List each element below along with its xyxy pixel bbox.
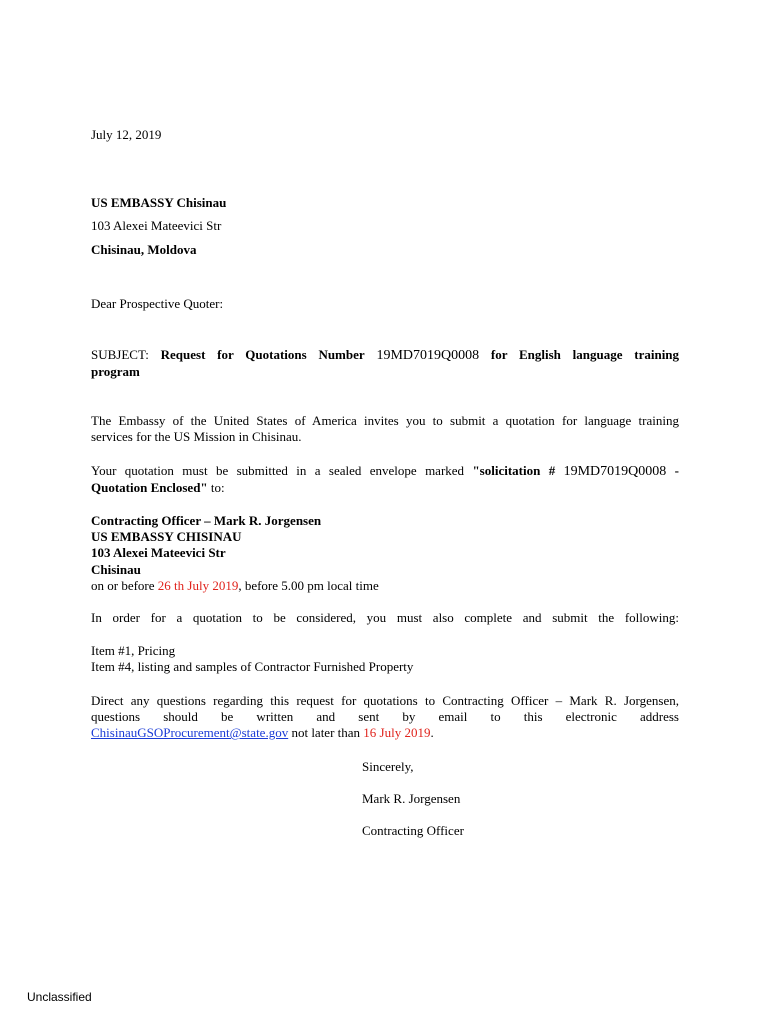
recipient-line-2: US EMBASSY CHISINAU	[91, 529, 242, 544]
subject-text-before: Request for Quotations Number	[160, 347, 365, 362]
recipient-line-1: Contracting Officer – Mark R. Jorgensen	[91, 513, 322, 528]
submission-mark-dash: -	[674, 463, 680, 478]
address-line-2: 103 Alexei Mateevici Str	[91, 218, 222, 233]
deadline-line	[91, 578, 679, 594]
letter-date: July 12, 2019	[91, 127, 162, 142]
subject-line	[91, 347, 679, 364]
recipient-line-3: 103 Alexei Mateevici Str	[91, 545, 226, 560]
address-line-1: US EMBASSY Chisinau	[91, 195, 227, 210]
subject-label: SUBJECT:	[91, 347, 149, 362]
questions-end: .	[430, 725, 434, 740]
submission-mark-number: 19MD7019Q0008	[563, 464, 667, 479]
questions-line-2: questions should be written and sent by email to this electronic address	[91, 709, 679, 724]
questions-line-1: Direct any questions regarding this request for quotations to Contracting Officer – Mark R. Jorgensen,	[91, 693, 679, 708]
procurement-email-link[interactable]: ChisinauGSOProcurement@state.gov	[91, 725, 289, 740]
salutation: Dear Prospective Quoter:	[91, 296, 224, 311]
questions-line-3	[91, 725, 679, 741]
requirement-item-2: Item #4, listing and samples of Contractor Furnished Property	[91, 659, 414, 674]
closing-title: Contracting Officer	[362, 823, 464, 838]
submission-text: Your quotation must be submitted in a sealed envelope marked	[91, 463, 465, 478]
subject-number: 19MD7019Q0008	[376, 348, 480, 363]
deadline-suffix: , before 5.00 pm local time	[238, 578, 379, 593]
deadline-date: 26 th July 2019	[157, 578, 239, 593]
requirement-item-1: Item #1, Pricing	[91, 643, 176, 658]
closing-name: Mark R. Jorgensen	[362, 791, 461, 806]
requirements-intro: In order for a quotation to be considered, you must also complete and submit the following:	[91, 610, 679, 625]
recipient-line-4: Chisinau	[91, 562, 141, 577]
subject-text-end: program	[91, 364, 140, 379]
questions-middle: not later than	[291, 725, 361, 740]
intro-line-2: services for the US Mission in Chisinau.	[91, 429, 302, 444]
classification-footer: Unclassified	[27, 990, 92, 1004]
address-line-3: Chisinau, Moldova	[91, 242, 197, 257]
intro-line-1: The Embassy of the United States of America invites you to submit a quotation for language training	[91, 413, 679, 428]
subject-text-after: for English language training	[490, 347, 680, 362]
submission-line	[91, 463, 679, 480]
questions-date: 16 July 2019	[363, 725, 431, 740]
submission-mark-label: "solicitation #	[472, 463, 556, 478]
deadline-prefix: on or before	[91, 578, 155, 593]
submission-to: to:	[210, 480, 225, 495]
submission-mark-end: Quotation Enclosed"	[91, 480, 208, 495]
closing-sincerely: Sincerely,	[362, 759, 414, 774]
submission-line-2	[91, 480, 679, 496]
